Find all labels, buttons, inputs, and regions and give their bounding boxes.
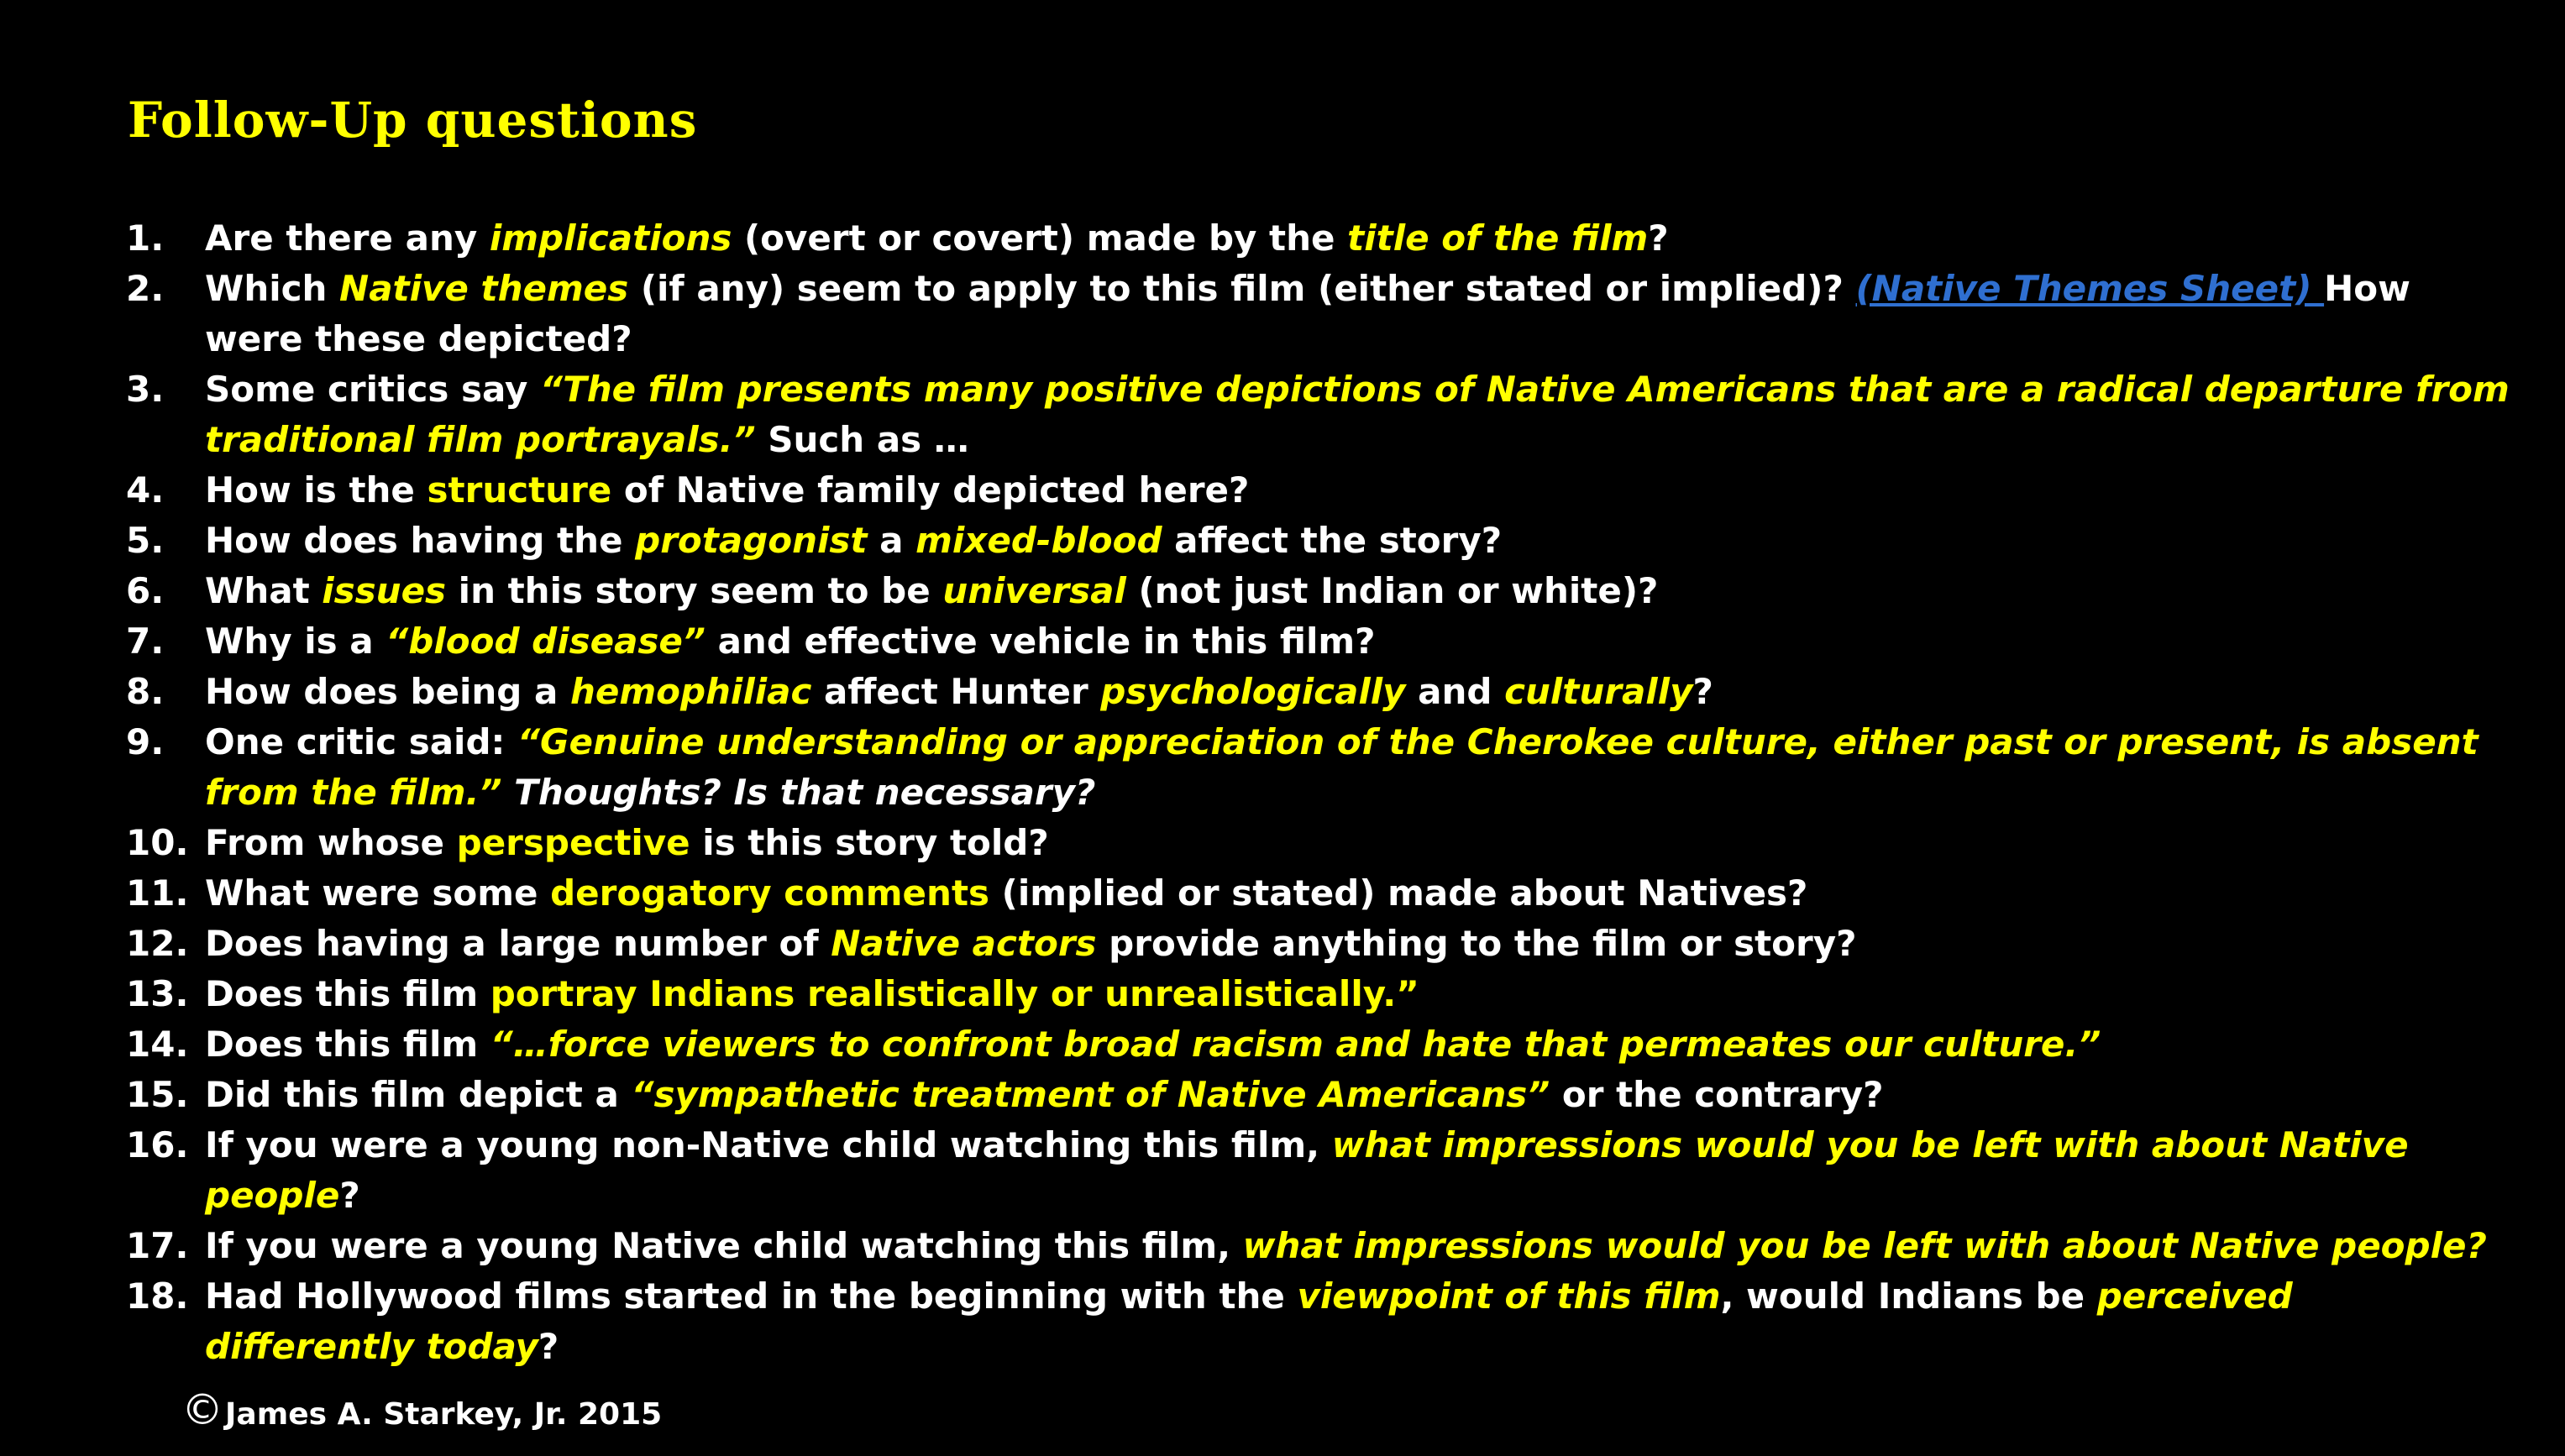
question-segment: What bbox=[205, 570, 323, 611]
question-number: 7. bbox=[126, 621, 165, 662]
question-segment: How is the bbox=[205, 469, 428, 511]
question-highlight: “blood disease” bbox=[386, 621, 706, 662]
question-highlight: culturally bbox=[1504, 671, 1693, 712]
question-number: 2. bbox=[126, 268, 165, 309]
question-number: 9. bbox=[126, 721, 165, 762]
question-text bbox=[205, 717, 2511, 818]
question-highlight: portray Indians realistically or unrealistically.” bbox=[490, 973, 1419, 1014]
question-text bbox=[205, 213, 2511, 264]
question-text bbox=[205, 1271, 2511, 1372]
question-item bbox=[126, 1019, 2511, 1070]
question-segment: How were these depicted? bbox=[205, 268, 2410, 359]
question-segment: and bbox=[1405, 671, 1505, 712]
question-item bbox=[126, 213, 2511, 264]
question-segment: ? bbox=[1648, 217, 1669, 259]
question-segment: (overt or covert) made by the bbox=[732, 217, 1348, 259]
question-segment: is this story told? bbox=[690, 822, 1049, 863]
question-text bbox=[205, 1070, 2511, 1120]
question-segment: affect the story? bbox=[1162, 520, 1503, 561]
question-number: 12. bbox=[126, 923, 189, 964]
question-highlight: “The film presents many positive depictions of Native Americans that are a radical departure from traditional film portrayals.” bbox=[205, 369, 2510, 460]
question-item bbox=[126, 717, 2511, 818]
question-item bbox=[126, 667, 2511, 717]
question-number: 16. bbox=[126, 1124, 189, 1165]
question-text bbox=[205, 465, 2511, 516]
question-highlight: viewpoint of this film bbox=[1297, 1275, 1721, 1317]
questions-list bbox=[126, 213, 2511, 1372]
question-highlight: title of the film bbox=[1347, 217, 1649, 259]
question-item bbox=[126, 616, 2511, 667]
question-highlight: “…force viewers to confront broad racism and hate that permeates our culture.” bbox=[490, 1024, 2101, 1065]
question-text bbox=[205, 1019, 2511, 1070]
question-item bbox=[126, 818, 2511, 868]
question-segment: ? bbox=[1692, 671, 1713, 712]
question-segment: (not just Indian or white)? bbox=[1125, 570, 1659, 611]
question-highlight: “sympathetic treatment of Native Americans” bbox=[631, 1074, 1550, 1115]
question-item bbox=[126, 1271, 2511, 1372]
question-highlight: Native actors bbox=[831, 923, 1097, 964]
question-highlight: perceived differently today bbox=[205, 1275, 2293, 1367]
question-segment: Some critics say bbox=[205, 369, 541, 410]
question-text bbox=[205, 364, 2511, 465]
question-highlight: Native themes bbox=[339, 268, 629, 309]
question-item bbox=[126, 465, 2511, 516]
question-highlight: mixed-blood bbox=[915, 520, 1162, 561]
question-item bbox=[126, 1221, 2511, 1271]
question-highlight: structure bbox=[427, 469, 612, 511]
question-item bbox=[126, 516, 2511, 566]
question-segment: How does being a bbox=[205, 671, 570, 712]
question-segment: If you were a young non-Native child watching this film, bbox=[205, 1124, 1332, 1165]
question-segment: Which bbox=[205, 268, 340, 309]
question-highlight: implications bbox=[489, 217, 732, 259]
question-highlight: derogatory comments bbox=[550, 872, 990, 914]
question-text bbox=[205, 516, 2511, 566]
copyright-footer bbox=[181, 1385, 663, 1435]
question-highlight: hemophiliac bbox=[569, 671, 812, 712]
question-number: 17. bbox=[126, 1225, 189, 1266]
question-segment: Are there any bbox=[205, 217, 490, 259]
question-text bbox=[205, 1120, 2511, 1221]
question-segment: ? bbox=[339, 1175, 360, 1216]
question-text bbox=[205, 1221, 2511, 1271]
question-highlight: what impressions would you be left with about Native people bbox=[205, 1124, 2409, 1216]
question-number: 6. bbox=[126, 570, 165, 611]
question-item bbox=[126, 1120, 2511, 1221]
question-number: 5. bbox=[126, 520, 165, 561]
question-number: 18. bbox=[126, 1275, 189, 1317]
question-text bbox=[205, 566, 2511, 616]
question-segment: Did this film depict a bbox=[205, 1074, 632, 1115]
question-segment: How does having the bbox=[205, 520, 636, 561]
question-segment: ? bbox=[538, 1326, 559, 1367]
question-item bbox=[126, 919, 2511, 969]
question-segment: affect Hunter bbox=[811, 671, 1101, 712]
question-number: 4. bbox=[126, 469, 165, 511]
native-themes-sheet-link[interactable]: (Native Themes Sheet) bbox=[1855, 268, 2325, 309]
question-segment: , would Indians be bbox=[1720, 1275, 2097, 1317]
question-segment: What were some bbox=[205, 872, 551, 914]
question-item bbox=[126, 1070, 2511, 1120]
question-segment: One critic said: bbox=[205, 721, 517, 762]
question-text bbox=[205, 969, 2511, 1019]
question-segment: If you were a young Native child watching this film, bbox=[205, 1225, 1243, 1266]
question-segment: (if any) seem to apply to this film (either stated or implied)? bbox=[628, 268, 1856, 309]
slide-title: Follow-Up questions bbox=[128, 92, 698, 149]
copyright-icon: © bbox=[181, 1385, 223, 1434]
question-number: 3. bbox=[126, 369, 165, 410]
question-text bbox=[205, 818, 2511, 868]
question-text bbox=[205, 868, 2511, 919]
question-segment: Had Hollywood films started in the beginning with the bbox=[205, 1275, 1298, 1317]
question-item bbox=[126, 364, 2511, 465]
question-segment: From whose bbox=[205, 822, 457, 863]
question-number: 13. bbox=[126, 973, 189, 1014]
question-highlight: psychologically bbox=[1100, 671, 1406, 712]
question-highlight: Thoughts? Is that necessary? bbox=[501, 772, 1096, 813]
question-item bbox=[126, 868, 2511, 919]
question-segment: Why is a bbox=[205, 621, 386, 662]
question-highlight: what impressions would you be left with about Native people? bbox=[1242, 1225, 2487, 1266]
question-text bbox=[205, 616, 2511, 667]
question-segment: Such as … bbox=[755, 419, 969, 460]
question-highlight: perspective bbox=[456, 822, 690, 863]
question-segment: a bbox=[867, 520, 916, 561]
question-number: 10. bbox=[126, 822, 189, 863]
question-text bbox=[205, 667, 2511, 717]
question-segment: Does this film bbox=[205, 973, 490, 1014]
question-segment: (implied or stated) made about Natives? bbox=[989, 872, 1808, 914]
question-item bbox=[126, 566, 2511, 616]
question-item bbox=[126, 264, 2511, 364]
question-segment: Does this film bbox=[205, 1024, 490, 1065]
question-segment: or the contrary? bbox=[1550, 1074, 1884, 1115]
question-segment: and effective vehicle in this film? bbox=[705, 621, 1376, 662]
question-number: 8. bbox=[126, 671, 165, 712]
question-segment: provide anything to the film or story? bbox=[1096, 923, 1857, 964]
question-segment: Does having a large number of bbox=[205, 923, 831, 964]
question-number: 11. bbox=[126, 872, 189, 914]
question-highlight: universal bbox=[942, 570, 1126, 611]
question-highlight: issues bbox=[322, 570, 447, 611]
copyright-text: James A. Starkey, Jr. 2015 bbox=[225, 1397, 663, 1432]
question-number: 15. bbox=[126, 1074, 189, 1115]
question-item bbox=[126, 969, 2511, 1019]
question-segment: in this story seem to be bbox=[446, 570, 943, 611]
question-highlight: “Genuine understanding or appreciation of the Cherokee culture, either past or present, is absent from the film.” bbox=[205, 721, 2478, 813]
question-segment: of Native family depicted here? bbox=[611, 469, 1250, 511]
question-number: 1. bbox=[126, 217, 165, 259]
question-number: 14. bbox=[126, 1024, 189, 1065]
question-text bbox=[205, 919, 2511, 969]
question-text bbox=[205, 264, 2511, 364]
question-highlight: protagonist bbox=[635, 520, 868, 561]
